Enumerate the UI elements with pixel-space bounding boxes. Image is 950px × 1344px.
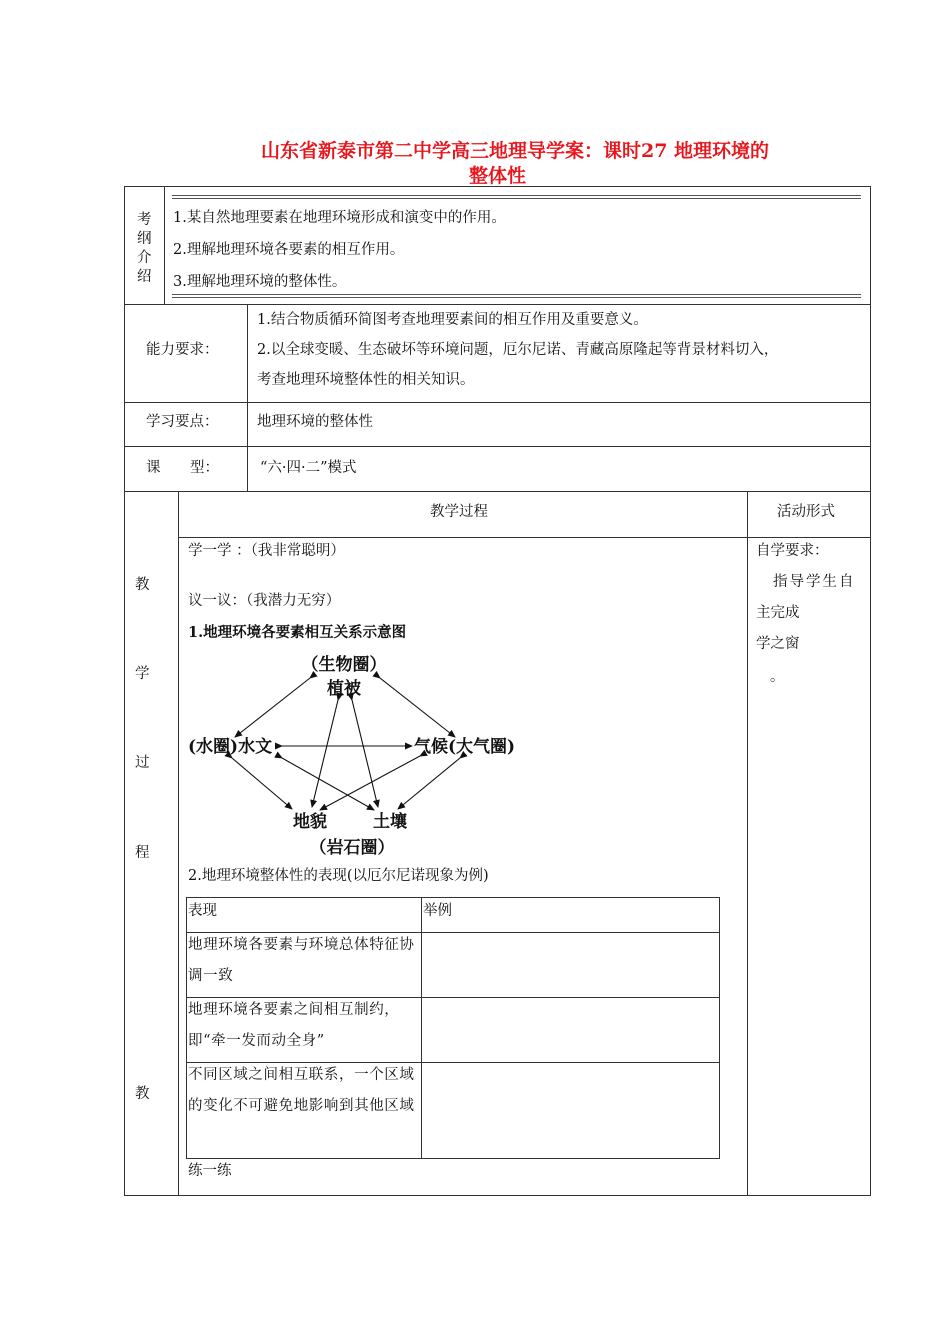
diagram-node-bottom-sphere: （岩石圈） <box>309 838 395 858</box>
table-row-1-cell: 地理环境各要素与环境总体特征协调一致 <box>188 937 415 984</box>
activity-line-4: 学之窗 <box>756 636 800 652</box>
process-side-char-1: 教 <box>135 577 150 593</box>
kexing-value: “六·四·二”模式 <box>260 460 357 476</box>
yi-yi-yi: 议一议：（我潜力无穷） <box>188 593 341 609</box>
relation-diagram <box>182 650 542 860</box>
diagram-node-bottom-right: 土壤 <box>373 812 407 832</box>
activity-line-3: 主完成 <box>756 605 800 621</box>
nengli-label: 能力要求： <box>146 342 219 358</box>
yaodian-label: 学习要点： <box>146 414 219 430</box>
table-row-3-cell: 不同区域之间相互联系，一个区域的变化不可避免地影响到其他区域 <box>188 1067 415 1114</box>
kexing-label-a: 课 <box>146 460 161 476</box>
header-main: 教学过程 <box>430 504 488 520</box>
activity-line-2: 指导学生自 <box>773 574 856 590</box>
nengli-line-3: 考查地理环境整体性的相关知识。 <box>257 372 475 388</box>
kaogang-item-1: 1.某自然地理要素在地理环境形成和演变中的作用。 <box>173 210 506 226</box>
nengli-line-2: 2.以全球变暖、生态破坏等环境问题，厄尔尼诺、青藏高原隆起等背景材料切入， <box>257 342 779 358</box>
table-header-example: 举例 <box>423 903 452 919</box>
activity-line-1: 自学要求： <box>756 543 829 559</box>
table-header-expression: 表现 <box>188 903 217 919</box>
process-side-char-5: 教 <box>135 1086 150 1102</box>
page-title: 山东省新泰市第二中学高三地理导学案：课时27 地理环境的 <box>260 140 770 162</box>
yaodian-value: 地理环境的整体性 <box>257 414 373 430</box>
nengli-line-1: 1.结合物质循环简图考查地理要素间的相互作用及重要意义。 <box>257 312 648 328</box>
section2-title: 2.地理环境整体性的表现(以厄尔尼诺现象为例) <box>188 868 489 884</box>
table-row-2-cell: 地理环境各要素之间相互制约，即“牵一发而动全身” <box>188 1002 400 1049</box>
diagram-node-right: 气候(大气圈) <box>414 737 516 757</box>
header-side: 活动形式 <box>777 504 835 520</box>
diagram-node-top-sphere: （生物圈） <box>301 655 387 675</box>
activity-line-5: 。 <box>770 669 785 685</box>
lian-yi-lian: 练一练 <box>188 1163 232 1179</box>
xue-yi-xue: 学一学 ：（我非常聪明） <box>188 543 345 559</box>
kaogang-item-2: 2.理解地理环境各要素的相互作用。 <box>173 242 405 258</box>
diagram-node-top: 植被 <box>327 679 361 699</box>
diagram-title: 1.地理环境各要素相互关系示意图 <box>188 624 407 641</box>
page-title-line2: 整体性 <box>468 165 526 187</box>
process-side-char-3: 过 <box>135 755 150 771</box>
kaogang-item-3: 3.理解地理环境的整体性。 <box>173 274 347 290</box>
diagram-node-bottom-left: 地貌 <box>293 812 327 832</box>
process-side-char-4: 程 <box>135 845 150 861</box>
process-side-char-2: 学 <box>135 666 150 682</box>
kexing-label-b: 型： <box>190 460 219 476</box>
diagram-node-left: (水圈)水文 <box>188 737 273 757</box>
